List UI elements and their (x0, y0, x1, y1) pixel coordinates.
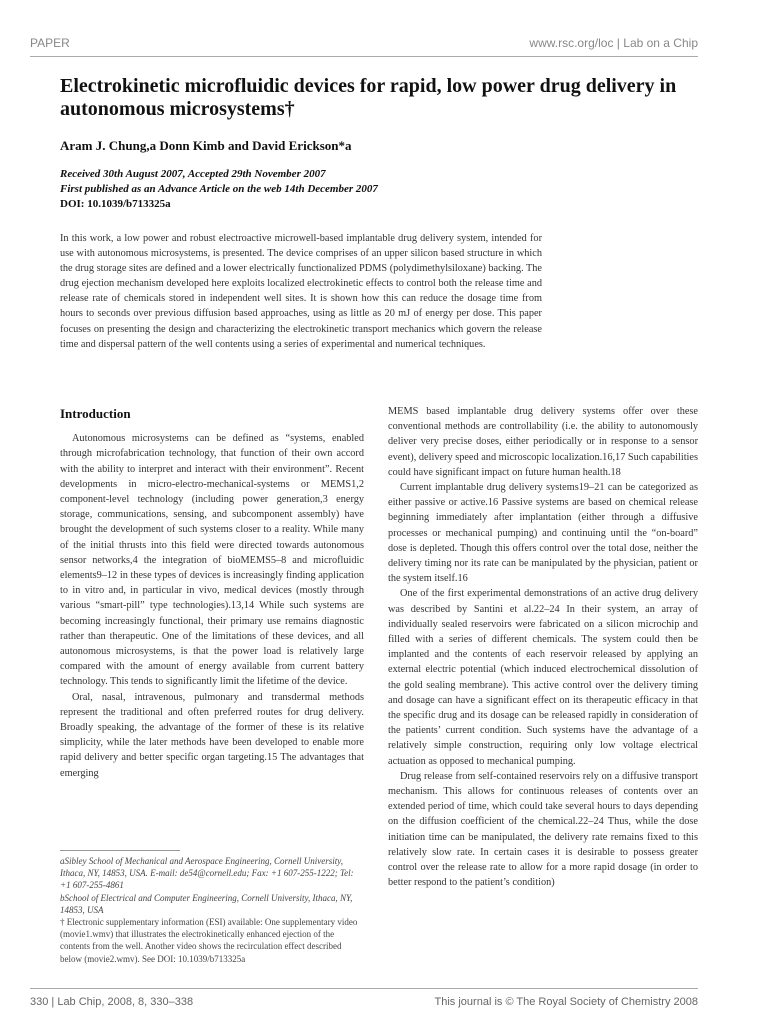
section-label: PAPER (30, 36, 70, 50)
paragraph: One of the first experimental demonstrations of an active drug delivery was described by Santini et al.22–24 In their system, an array of individually sealed reservoirs were fabricated on a silicon microchip and filled with a series of different chemicals. The system could then be implanted and the contents of each reservoir released by applying an external electric potential (which induced electrochemical dissolution of the gold sealing membrane). This active control over the delivery timing and dosage can have a significant effect on its therapeutic efficacy in that the specific drug and its dosage can be released rapidly in consideration of the patients’ current condition. Such systems have the advantage of a relatively simple construction, requiring only low voltage electrical actuation as opposed to mechanical pumping. (388, 588, 698, 767)
doi[interactable]: DOI: 10.1039/b713325a (60, 198, 171, 210)
section-heading: Introduction (60, 406, 131, 421)
received-date: Received 30th August 2007, Accepted 29th November 2007 (60, 168, 326, 180)
publication-dates (60, 167, 378, 212)
footnote-affiliation-b: bSchool of Electrical and Computer Engineering, Cornell University, Ithaca, NY, 14853, USA (60, 892, 353, 915)
published-date: First published as an Advance Article on the web 14th December 2007 (60, 183, 378, 195)
abstract: In this work, a low power and robust electroactive microwell-based implantable drug delivery system, intended for use with autonomous microsystems, is presented. The device comprises of an upper silicon based structure in which the drug storage sites are defined and a lower electrically functionalized PDMS (polydimethylsiloxane) backing. The drug ejection mechanism developed here exploits localized electrokinetic effects to control both the release time and release rate of chemicals stored in independent well sites. It is shown how this can reduce the dosage time from hours to seconds over previous diffusion based approaches, using as little as 20 mJ of energy per dose. This paper focuses on presenting the design and characterizing the electrokinetic transport mechanics which govern the release time and dispersal pattern of the well contents using a series of experimental and numerical techniques. (60, 233, 542, 350)
journal-name: Lab on a Chip (623, 36, 698, 50)
header-rule (30, 56, 698, 57)
footer-rule (30, 988, 698, 989)
paragraph: Drug release from self-contained reservoirs rely on a diffusive transport mechanism. This allows for continuous releases of contents over an extended period of time, which could take several hours to days depending on the diffusion coefficient of the chemical.22–24 Thus, while the dose initiation time can be manipulated, the delivery rate remains fixed to this relatively slow rate. In certain cases it is desirable to possess greater control over the release rate to allow for a more rapid dosage (in order to better respond to the patient’s condition) (388, 770, 698, 889)
column-left (60, 406, 364, 781)
paragraph: Oral, nasal, intravenous, pulmonary and transdermal methods represent the traditional and often preferred routes for drug delivery. Broadly speaking, the advantage of the former of these is its relative simplicity, while the later methods have been developed to enable more rapid delivery and better specific organ targeting.15 The advantages that emerging (60, 691, 364, 779)
footnote-rule (60, 850, 180, 851)
journal-url[interactable]: www.rsc.org/loc (529, 36, 614, 50)
paper-title: Electrokinetic microfluidic devices for rapid, low power drug delivery in autonomous microsystems† (60, 75, 677, 120)
footnotes (60, 850, 364, 965)
footnote-affiliation-a: aSibley School of Mechanical and Aerospace Engineering, Cornell University, Ithaca, NY, 14853, USA. E-mail: de54@cornell.edu; Fax: +1 607-255-1222; Tel: +1 607-255-4861 (60, 856, 354, 891)
page-header (30, 36, 698, 50)
page-footer (30, 996, 698, 1008)
author-list: Aram J. Chung,a Donn Kimb and David Erickson*a (60, 138, 352, 153)
header-separator: | (616, 36, 620, 50)
paragraph: Current implantable drug delivery systems19–21 can be categorized as either passive or active.16 Passive systems are based on chemical release beginning immediately after implantation (either through a diffusive processes or mechanical pumping) and continuing until the “on-board” dose is depleted. Though this offers control over the total dose, neither the delivery timing nor its rate can be manipulated by the physician, patient or the system itself.16 (388, 482, 698, 585)
journal-header (529, 36, 698, 50)
footer-copyright: This journal is © The Royal Society of Chemistry 2008 (434, 996, 698, 1008)
paragraph: Autonomous microsystems can be defined as “systems, enabled through microfabrication technology, that function of their own accord with the ability to interpret and interact with their environment”. Recent developments in micro-electro-mechanical-systems or MEMS1,2 component-level technology (including power generation,3 energy storage, communications, sensing, and subcomponent assembly) have brought the development of such systems closer to a reality. While many of the initial thrusts into this field were directed towards autonomous sensor networks,4 the integration of bioMEMS5–8 and microfluidic elements9–12 in these types of devices is increasingly finding application to in vitro and, in particular in vivo, medical devices (mostly through various “smart-pill” type technologies).13,14 While such systems are becoming increasingly functional, their primary use remains diagnostic rather than therapeutic. One of the limitations of these devices, and all autonomous microsystems, is that the power load is relatively large compared with the amount of energy available from current battery technology. This tends to significantly limit the lifetime of the device. (60, 433, 364, 688)
column-right (388, 404, 698, 891)
footer-citation: 330 | Lab Chip, 2008, 8, 330–338 (30, 996, 194, 1008)
footnote-esi: † Electronic supplementary information (ESI) available: One supplementary video (movie1.wmv) that illustrates the electrokinetically enhanced ejection of the contents from the well. Another video shows the recirculation effect described below (movie2.wmv). See DOI: 10.1039/b713325a (60, 917, 358, 964)
paragraph: MEMS based implantable drug delivery systems offer over these conventional methods are controllability (i.e. the ability to autonomously deliver very precise doses, either periodically or in response to a sensor event), delivery speed and microscopic localization.16,17 Such capabilities could have significant impact on future human health.18 (388, 406, 698, 478)
